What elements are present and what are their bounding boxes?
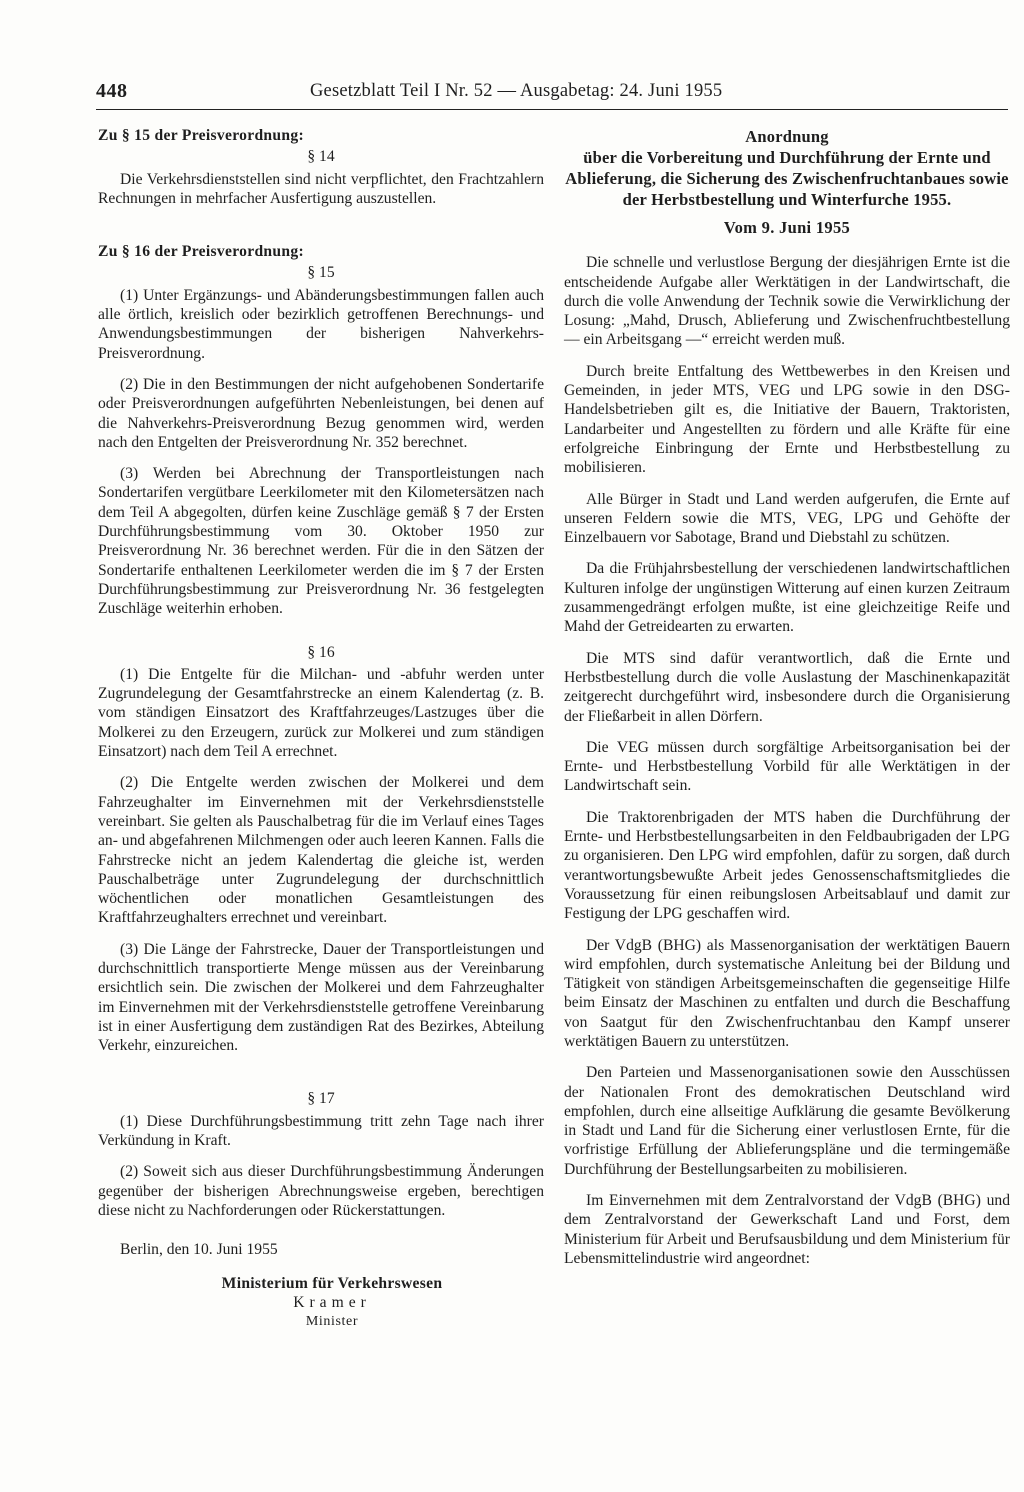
signature-ministry: Ministerium für Verkehrswesen: [221, 1274, 443, 1292]
decree-paragraph-8: Der VdgB (BHG) als Massenorganisation der werktätigen Bauern wird empfohlen, durch systematische Anleitung bei der Bildung und Tätigkeit von ständigen Arbeitsgemeinschaften die gegenseitige Hilfe beim Einsatz der Maschinen zu entfalten und durch die Beschaffung von Saatgut für den Zwischenfruchtanbau den Kampf unserer werktätigen Bauern zu unterstützen.: [564, 936, 1010, 1050]
signature-name: Kramer: [293, 1293, 371, 1311]
paragraph-17-2: (2) Soweit sich aus dieser Durchführungsbestimmung Änderungen gegenüber der bisherigen Abrechnungsweise ergeben, berechtigen diese nicht zu Nachforderungen oder Rückerstattungen.: [98, 1163, 544, 1219]
decree-paragraph-3: Alle Bürger in Stadt und Land werden aufgerufen, die Ernte auf unseren Feldern sowie die MTS, VEG, LPG und Gehöfte der Einzelbauern vor Sabotage, Brand und Diebstahl zu schützen.: [564, 490, 1010, 547]
page-header: [96, 80, 1008, 108]
paragraph-16-heading: § 16: [307, 643, 335, 661]
paragraph-15-3: (3) Werden bei Abrechnung der Transportleistungen nach Sondertarifen vergütbare Leerkilometer mit den Kilometersätzen nach dem Teil A abgegolten, dürfen keine Zuschläge gemäß § 7 der Ersten Durchführungsbestimmung vom 30. Oktober 1950 zur Preisverordnung Nr. 36 berechnet werden. Für die in den Sätzen der Sondertarife enthaltenen Leerkilometer werden die im § 7 der Ersten Durchführungsbestimmung zur Preisverordnung Nr. 36 festgelegten Zuschläge weiterhin erhoben.: [98, 465, 544, 618]
header-rule: [96, 109, 1008, 110]
left-column: [98, 126, 544, 1331]
paragraph-16-1: (1) Die Entgelte für die Milchan- und -abfuhr werden unter Zugrundelegung der Gesamtfahrstrecke an einem Kalendertag (z. B. vom ständigen Einsatzort des Kraftfahrzeuges/Lastzuges über die Molkerei zu den Erzeugern, zurück zur Molkerei und zum ständigen Einsatzort) nach dem Teil A errechnet.: [98, 665, 544, 761]
paragraph-17-1: (1) Diese Durchführungsbestimmung tritt zehn Tage nach ihrer Verkündung in Kraft.: [98, 1112, 544, 1150]
decree-paragraph-1: Die schnelle und verlustlose Bergung der diesjährigen Ernte ist die entscheidende Aufgabe aller Werktätigen in der Landwirtschaft, die durch die volle Anwendung der Technik sowie die Verwirklichung der Losung: „Mahd, Drusch, Ablieferung und Zwischenfruchtbestellung — ein Arbeitsgang —“ erreicht werden muß.: [564, 254, 1010, 349]
decree-paragraph-9: Den Parteien und Massenorganisationen sowie den Ausschüssen der Nationalen Front des demokratischen Deutschland wird empfohlen, durch eine allseitige Aufklärung die gesamte Bevölkerung in Stadt und Land für die Sicherung einer verlustlosen Ernte, für die vorfristige Erfüllung der Ablieferungspläne und die termingemäße Durchführung der Bestellungsarbeiten zu mobilisieren.: [564, 1064, 1010, 1178]
paragraph-15-1: (1) Unter Ergänzungs- und Abänderungsbestimmungen fallen auch alle örtlich, kreislich oder bezirklich getroffenen Berechnungs- und Anwendungsbestimmungen der bisherigen Nahverkehrs-Preisverordnung.: [98, 286, 544, 362]
section-heading-zu-16: Zu § 16 der Preisverordnung:: [98, 243, 304, 261]
paragraph-17-heading: § 17: [307, 1090, 335, 1108]
section-heading-zu-15: Zu § 15 der Preisverordnung:: [98, 127, 304, 144]
signature-date: Berlin, den 10. Juni 1955: [120, 1241, 278, 1259]
paragraph-14-heading: § 14: [307, 148, 335, 166]
decree-paragraph-10: Im Einvernehmen mit dem Zentralvorstand der VdgB (BHG) und dem Zentralvorstand der Gewerkschaft Land und Forst, dem Ministerium für Arbeit und Berufsausbildung und dem Ministerium für Lebensmittelindustrie wird angeordnet:: [564, 1192, 1010, 1267]
paragraph-15-2: (2) Die in den Bestimmungen der nicht aufgehobenen Sondertarife oder Preisverordnungen aufgeführten Nebenleistungen, bei denen auf die Nahverkehrs-Preisverordnung Bezug genommen wird, werden nach den Entgelten der Preisverordnung Nr. 352 berechnet.: [98, 375, 544, 451]
decree-paragraph-2: Durch breite Entfaltung des Wettbewerbes in den Kreisen und Gemeinden, in jeder MTS, VEG und LPG sowie in den DSG-Handelsbetrieben gilt es, die Initiative der Bauern, Traktoristen, Landarbeiter und Angestellten zu fördern und alle Kräfte für eine erfolgreiche Einbringung der Ernte und Herbstbestellung zu mobilisieren.: [564, 362, 1010, 477]
decree-title: [564, 126, 1010, 210]
page-number: 448: [96, 80, 128, 102]
decree-paragraph-4: Da die Frühjahrsbestellung der verschiedenen landwirtschaftlichen Kulturen infolge der ungünstigen Witterung auf einen kurzen Zeitraum zusammengedrängt erfolgen mußte, ist eine gleichzeitige Reife und Mahd der Getreidearten zu erwarten.: [564, 560, 1010, 636]
paragraph-15-heading: § 15: [307, 264, 335, 282]
paragraph-14-text: Die Verkehrsdienststellen sind nicht verpflichtet, den Frachtzahlern Rechnungen in mehrfacher Ausfertigung auszustellen.: [98, 170, 544, 207]
decree-paragraph-6: Die VEG müssen durch sorgfältige Arbeitsorganisation bei der Ernte- und Herbstbestellung Vorbild für alle Werktätigen in der Landwirtschaft sein.: [564, 738, 1010, 795]
decree-date: Vom 9. Juni 1955: [723, 218, 851, 237]
decree-paragraph-7: Die Traktorenbrigaden der MTS haben die Durchführung der Ernte- und Herbstbestellungsarbeiten in den Feldbaubrigaden der LPG zu organisieren. Den LPG wird empfohlen, dafür zu sorgen, daß durch verantwortungsbewußte Arbeit jedes Genossenschaftsmitgliedes die Voraussetzung für einen reibungslosen Arbeitsablauf und damit zur Festigung der LPG geschaffen wird.: [564, 808, 1010, 923]
running-head: Gesetzblatt Teil I Nr. 52 — Ausgabetag: 24. Juni 1955: [310, 81, 723, 101]
paragraph-16-2: (2) Die Entgelte werden zwischen der Molkerei und dem Fahrzeughalter im Einvernehmen mit der Verkehrsdienststelle vereinbart. Sie gelten als Pauschalbetrag für die im Verlauf eines Tages an- und abgefahrenen Milchmengen oder auch leeren Kannen. Falls die Fahrstrecke nicht an jedem Kalendertag die gleiche ist, werden Pauschalbeträge unter Zugrundelegung der durchschnittlich wöchentlichen oder monatlichen Gesamtleistungen des Kraftfahrzeughalters errechnet und vereinbart.: [98, 774, 544, 927]
signature-role: Minister: [305, 1314, 359, 1330]
paragraph-16-3: (3) Die Länge der Fahrstrecke, Dauer der Transportleistungen und durchschnittlich transportierte Menge müssen aus der Vereinbarung ersichtlich sein. Die zwischen der Molkerei und dem Fahrzeughalter im Einvernehmen mit der Verkehrsdienststelle getroffene Vereinbarung ist in einer Ausfertigung dem zuständigen Rat des Bezirkes, Abteilung Verkehr, einzureichen.: [98, 940, 544, 1055]
decree-title-subject: über die Vorbereitung und Durchführung der Ernte und Ablieferung, die Sicherung des Zwischenfruchtanbaues sowie der Herbstbestellung und Winterfurche 1955.: [565, 148, 1009, 209]
right-column: [564, 126, 1010, 1280]
decree-title-main: Anordnung: [745, 127, 829, 146]
decree-paragraph-5: Die MTS sind dafür verantwortlich, daß die Ernte und Herbstbestellung durch die volle Auslastung der Maschinenkapazität zeitgerecht durchgeführt wird, insbesondere durch die Organisierung der Fließarbeit in allen Dörfern.: [564, 649, 1010, 725]
